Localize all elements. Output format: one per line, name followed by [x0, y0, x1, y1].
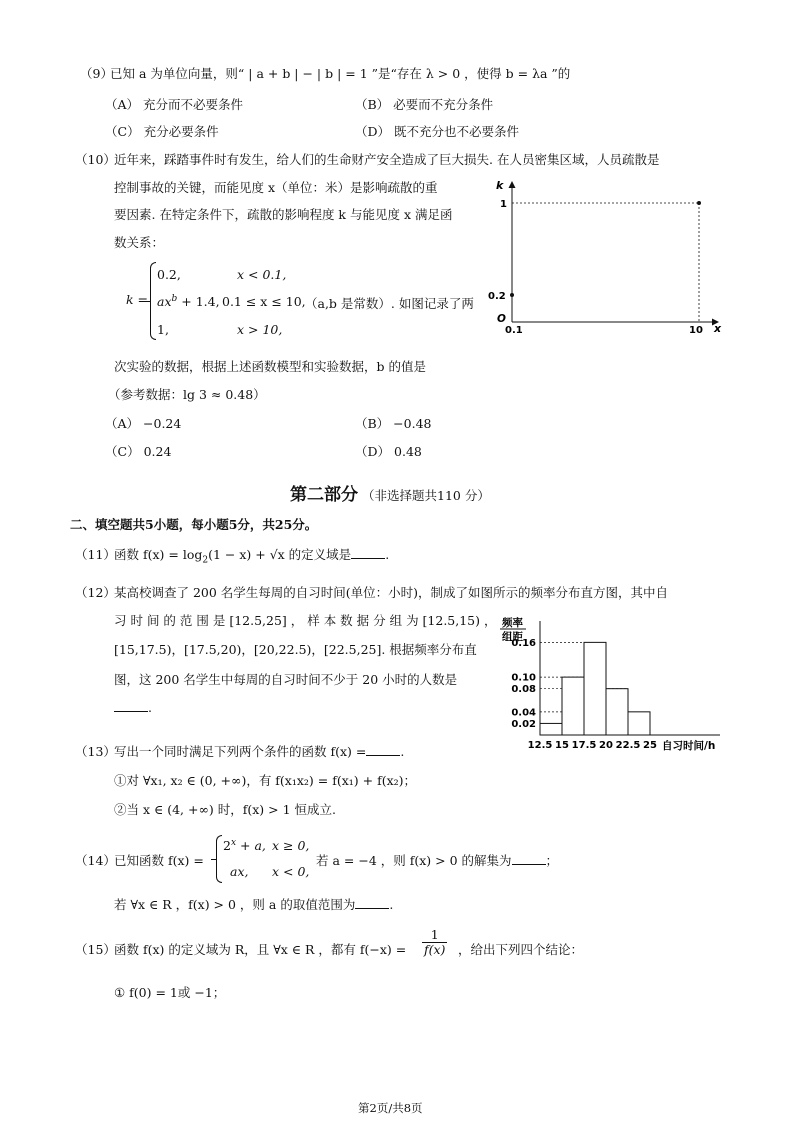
option-text: 必要而不充分条件 [393, 97, 494, 112]
q12-number: （12） [75, 585, 116, 600]
q10-option-a [105, 414, 181, 432]
q9-number: （9） [80, 66, 113, 81]
q10-reference: （参考数据：lg 3 ≈ 0.48） [108, 387, 266, 402]
x-tick-10: 10 [689, 325, 703, 336]
x-tick-label: 20 [599, 740, 613, 751]
option-text: −0.48 [393, 416, 432, 431]
option-label: （C） [105, 444, 140, 459]
q10-line2: 控制事故的关键，而能见度 x（单位：米）是影响疏散的重 [114, 180, 438, 195]
option-text: 0.48 [394, 444, 422, 459]
q10-option-b [355, 414, 431, 432]
part2-heading [290, 480, 490, 505]
option-label: （B） [355, 97, 390, 112]
answer-blank [512, 852, 546, 865]
option-label: （A） [105, 416, 140, 431]
histogram-bar [584, 642, 606, 735]
x-tick-label: 12.5 [527, 740, 553, 751]
q15-number: （15） [75, 942, 116, 957]
option-text: 0.24 [143, 444, 172, 459]
q10-case2-condition: 0.1 ≤ x ≤ 10, [222, 294, 306, 309]
q9-option-d [355, 122, 519, 140]
histogram-bar [606, 689, 628, 735]
q13-number: （13） [75, 744, 116, 759]
q9-option-b [355, 95, 493, 113]
q10-case2-tail: （a,b 是常数）. 如图记录了两 [305, 296, 474, 311]
x-tick-label: 22.5 [615, 740, 641, 751]
option-text: 充分必要条件 [143, 124, 219, 139]
q14-number: （14） [75, 853, 116, 868]
y-tick-0-2: 0.2 [488, 291, 506, 302]
y-axis-label: k [496, 179, 504, 192]
x-tick-label: 17.5 [571, 740, 597, 751]
q14-case2-value: ax, [230, 864, 249, 879]
q10-line1: 近年来，踩踏事件时有发生，给人们的生命财产安全造成了巨大损失. 在人员密集区域，人员疏散是 [114, 152, 660, 167]
q14-lead: 已知函数 f(x) = [114, 853, 204, 868]
y-tick-label: 0.02 [511, 718, 536, 730]
answer-blank [366, 743, 400, 756]
q10-line3: 要因素. 在特定条件下，疏散的影响程度 k 与能见度 x 满足函 [114, 207, 453, 222]
q15-item-1: ① f(0) = 1或 −1； [114, 985, 226, 1000]
option-text: 既不充分也不必要条件 [394, 124, 520, 139]
q12-line3: [15,17.5)，[17.5,20)，[20,22.5)，[22.5,25]. 根据频率分布直 [114, 642, 477, 657]
origin-label: O [497, 313, 506, 325]
x-tick-label: 25 [643, 740, 657, 751]
section2-heading: 二、填空题共5小题，每小题5分，共25分。 [70, 517, 318, 532]
q12-histogram [488, 615, 728, 755]
q10-piecewise-brace [150, 262, 156, 340]
fraction-denominator: f(x) [424, 942, 446, 957]
q15-tail: ，给出下列四个结论： [458, 942, 584, 957]
option-label: （D） [355, 124, 391, 139]
option-label: （A） [105, 97, 140, 112]
q10-case2-value: $ax^b + 1.4$, [157, 294, 220, 310]
q10-k-equals: k = [126, 292, 149, 307]
q10-case3-condition: x > 10, [237, 322, 283, 337]
q11-number: （11） [75, 547, 116, 562]
y-tick-label: 0.04 [511, 707, 536, 719]
q10-case3-value: 1, [157, 322, 169, 337]
y-label-top: 频率 [502, 617, 523, 629]
q14-case1-value: $2^x + a$, [223, 838, 266, 854]
q14-piecewise-brace [216, 835, 222, 883]
data-point-10-1 [697, 201, 701, 205]
x-axis-label: x [714, 322, 722, 335]
option-text: 充分而不必要条件 [143, 97, 244, 112]
option-label: （C） [105, 124, 140, 139]
y-tick-1: 1 [500, 199, 507, 210]
q13-condition-1: ①对 ∀x₁, x₂ ∈ (0, +∞)，有 f(x₁x₂) = f(x₁) + f(x₂)； [114, 773, 417, 788]
q12-line4: 图，这 200 名学生中每周的自习时间不少于 20 小时的人数是 [114, 672, 458, 687]
q14-line2: 若 ∀x ∈ R ，f(x) > 0 ，则 a 的取值范围为 . [114, 897, 394, 912]
q9-option-a [105, 95, 243, 113]
q10-number: （10） [75, 152, 116, 167]
histogram-bar [540, 723, 562, 735]
q14-case2-condition: x < 0, [272, 864, 310, 879]
x-tick-label: 15 [555, 740, 569, 751]
y-tick-label: 0.16 [511, 637, 536, 649]
y-label-bottom: 组距 [502, 631, 523, 643]
histogram-bar [562, 677, 584, 735]
q10-line5: 次实验的数据，根据上述函数模型和实验数据，b 的值是 [114, 359, 426, 374]
q15-lead: 函数 f(x) 的定义域为 R，且 ∀x ∈ R ，都有 f(−x) = [114, 942, 407, 957]
q14-tail: 若 a = −4 ，则 f(x) > 0 的解集为 ； [316, 853, 559, 868]
x-axis-label: 自习时间/h [662, 740, 716, 752]
q13-condition-2: ②当 x ∈ (4, +∞) 时，f(x) > 1 恒成立. [114, 802, 336, 817]
data-point-0-1-0-2 [510, 293, 514, 297]
answer-blank [351, 546, 385, 559]
fraction-numerator: 1 [422, 928, 447, 943]
histogram-bar [628, 712, 650, 735]
option-label: （D） [355, 444, 391, 459]
q10-option-d [355, 442, 422, 460]
q10-option-c [105, 442, 171, 460]
option-label: （B） [355, 416, 390, 431]
option-text: −0.24 [143, 416, 182, 431]
q10-case1-value: 0.2, [157, 267, 181, 282]
q12-line5: . [114, 699, 152, 715]
q10-line4: 数关系： [114, 235, 165, 250]
q10-case1-condition: x < 0.1, [237, 267, 287, 282]
q12-line2: 习 时 间 的 范 围 是 [12.5,25] ， 样 本 数 据 分 组 为 [12.5,15) ， [114, 613, 497, 628]
x-tick-0-1: 0.1 [505, 325, 523, 336]
part2-title: 第二部分 [290, 485, 358, 505]
y-tick-label: 0.10 [511, 672, 536, 684]
q9-option-c [105, 122, 219, 140]
answer-blank [114, 699, 148, 712]
q15-fraction [422, 928, 447, 957]
q13-stem: 写出一个同时满足下列两个条件的函数 f(x) = . [114, 744, 405, 759]
q10-graph [485, 175, 730, 340]
y-tick-label: 0.08 [511, 684, 536, 696]
q9-stem: 已知 a 为单位向量，则“ | a + b | − | b | = 1 ”是“存在 λ > 0 ，使得 b = λa ”的 [110, 66, 571, 81]
q12-line1: 某高校调查了 200 名学生每周的自习时间(单位：小时)，制成了如图所示的频率分布直方图，其中自 [114, 585, 669, 600]
q11-stem: 函数 $f(x) = \log_2(1 - x) + √x$ 的定义域是 . [114, 547, 390, 566]
part2-note: （非选择题共110 分） [361, 488, 490, 503]
answer-blank [355, 896, 389, 909]
q14-case1-condition: x ≥ 0, [272, 838, 310, 853]
page-footer: 第2页/共8页 [358, 1101, 423, 1115]
